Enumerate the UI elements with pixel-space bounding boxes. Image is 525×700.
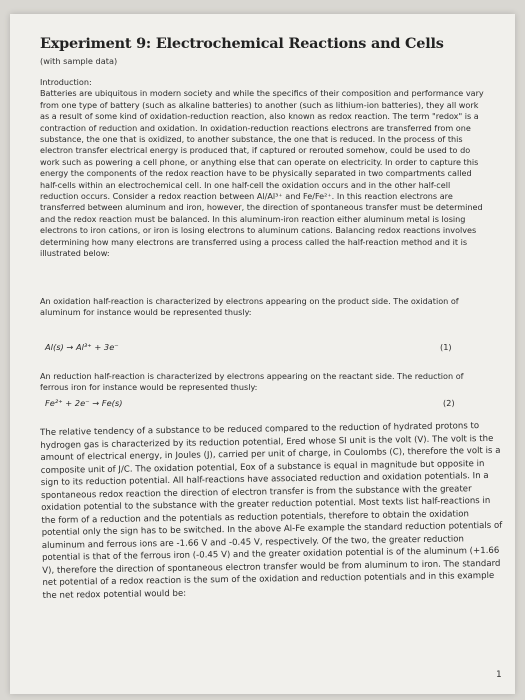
oxidation-text: An oxidation half-reaction is characterized by electrons appearing on the product side. The oxidation of aluminum for instance would be represented thusly: [40,296,459,318]
introduction-heading: Introduction: [40,77,92,87]
equation-1: Al(s) → Al³⁺ + 3e⁻ [45,342,119,352]
equation-2-number: (2) [442,397,455,409]
reduction-potential-text: The relative tendency of a substance to be reduced compared to the reduction of hydrated protons to hydrogen gas is characterized by its reduction potential, Ered whose SI unit is the volt (V). The volt is the amount of electrical energy, in Joules (J), carried per unit of charge, in Coulombs (C), therefore the volt is a composite unit of J/C. The oxidation potential, Eox of a substance is equal in magnitude but opposite in sign to its reduction potential. All half-reactions have associated reduction and oxidation potentials. In a spontaneous redox reaction the direction of electron transfer is from the substance with the greater oxidation potential to the substance with the greater reduction potential. Most texts list half-reactions in the form of a reduction and the potentials as reduction potentials, therefore to obtain the oxidation potential only the sign has to be switched. In the above Al-Fe example the standard reduction potentials of aluminum and ferrous ions are -1.66 V and -0.45 V, respectively. Of the two, the greater reduction potential is that of the ferrous iron (-0.45 V) and the greater oxidation potential is of the aluminum (+1.66 V), therefore the direction of spontaneous electron transfer would be from aluminum to iron. The standard net potential of a redox reaction is the sum of the oxidation and reduction potentials and in this example the net redox potential would be: [40,421,503,601]
document-page [10,14,515,694]
page-subtitle: (with sample data) [40,56,118,66]
reduction-paragraph [40,371,490,394]
equation-1-number: (1) [440,342,452,352]
reduction-potential-paragraph [40,420,505,602]
reduction-text: An reduction half-reaction is characterized by electrons appearing on the reactant side. The reduction of ferrous iron for instance would be represented thusly: [40,371,464,393]
introduction-paragraph: Batteries are ubiquitous in modern society and while the specifics of their composition and performance vary from one type of battery (such as alkaline batteries) to another (such as lithium-ion batteries), they all work as a result of some kind of oxidation-reduction reaction, also known as redox reaction. The term "redox" is a contraction of reduction and oxidation. In oxidation-reduction reactions electrons are transferred from one substance, the one that is oxidized, to another substance, the one that is reduced. In the process of this electron transfer electrical energy is produced that, if captured or rerouted somehow, could be used to do work such as powering a cell phone, or anything else that can operate on electricity. In order to capture this energy the components of the redox reaction have to be physically separated in two compartments called half-cells within an electrochemical cell. In one half-cell the oxidation occurs and in the other half-cell reduction occurs. Consider a redox reaction between Al/Al³⁺ and Fe/Fe²⁺. In this reaction electrons are transferred between aluminum and iron, however, the direction of spontaneous transfer must be determined and the redox reaction must be balanced. In this aluminum-iron reaction either aluminum metal is losing electrons to iron cations, or iron is losing electrons to aluminum cations. Balancing redox reactions involves determining how many electrons are transferred using a process called the half-reaction method and it is illustrated below: [40,88,484,259]
page-title: Experiment 9: Electrochemical Reactions and Cells [40,35,444,52]
equation-2: Fe²⁺ + 2e⁻ → Fe(s) [45,398,123,408]
oxidation-paragraph [40,296,490,319]
page-number: 1 [496,670,502,680]
introduction-section [40,77,490,260]
